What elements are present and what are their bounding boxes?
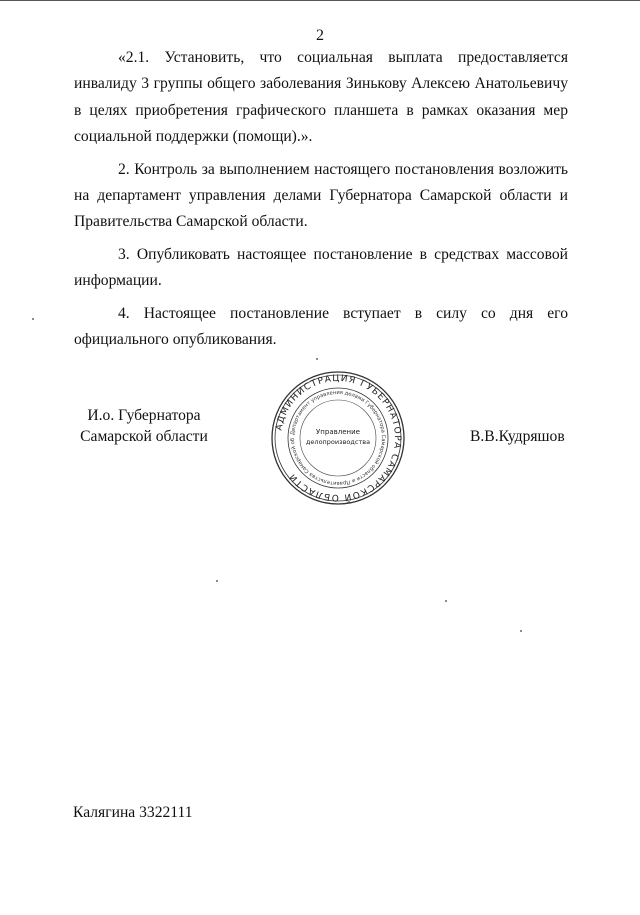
- scan-speck: [520, 630, 522, 632]
- signatory-title: [74, 405, 214, 447]
- page-number: 2: [316, 27, 324, 44]
- seal-center-line2: делопроизводства: [305, 438, 371, 446]
- paragraph-2-1: «2.1. Установить, что социальная выплата предоставляется инвалиду 3 группы общего заболевания Зинькову Алексею Анатольевичу в целях приобретения графического планшета в рамках оказания мер социальной поддержки (помощи).».: [74, 49, 568, 146]
- paragraph-publish: 3. Опубликовать настоящее постановление в средствах массовой информации.: [74, 245, 568, 290]
- scan-speck: [32, 318, 34, 320]
- official-seal: [270, 370, 406, 506]
- executor-contact: Калягина 3322111: [73, 804, 193, 821]
- signatory-title-line1: И.о. Губернатора: [87, 407, 201, 424]
- scan-speck: [445, 600, 447, 602]
- document-body: [74, 45, 568, 359]
- scan-speck: [216, 580, 218, 582]
- signatory-name: В.В.Кудряшов: [470, 428, 565, 445]
- seal-center-line1: Управление: [316, 428, 360, 436]
- seal-outer-text: АДМИНИСТРАЦИЯ ГУБЕРНАТОРА САМАРСКОЙ ОБЛАСТИ: [274, 373, 403, 503]
- paragraph-effective: 4. Настоящее постановление вступает в силу со дня его официального опубликования.: [74, 304, 568, 349]
- seal-inner-text: Департамент управления делами Губернатора Самарской области и Правительства Самарской об: [289, 389, 387, 487]
- paragraph-control: 2. Контроль за выполнением настоящего постановления возложить на департамент управления делами Губернатора Самарской области и Правительства Самарской области.: [74, 160, 568, 231]
- top-border: [0, 0, 640, 1]
- signatory-title-line2: Самарской области: [80, 428, 208, 445]
- scan-speck: [316, 358, 318, 360]
